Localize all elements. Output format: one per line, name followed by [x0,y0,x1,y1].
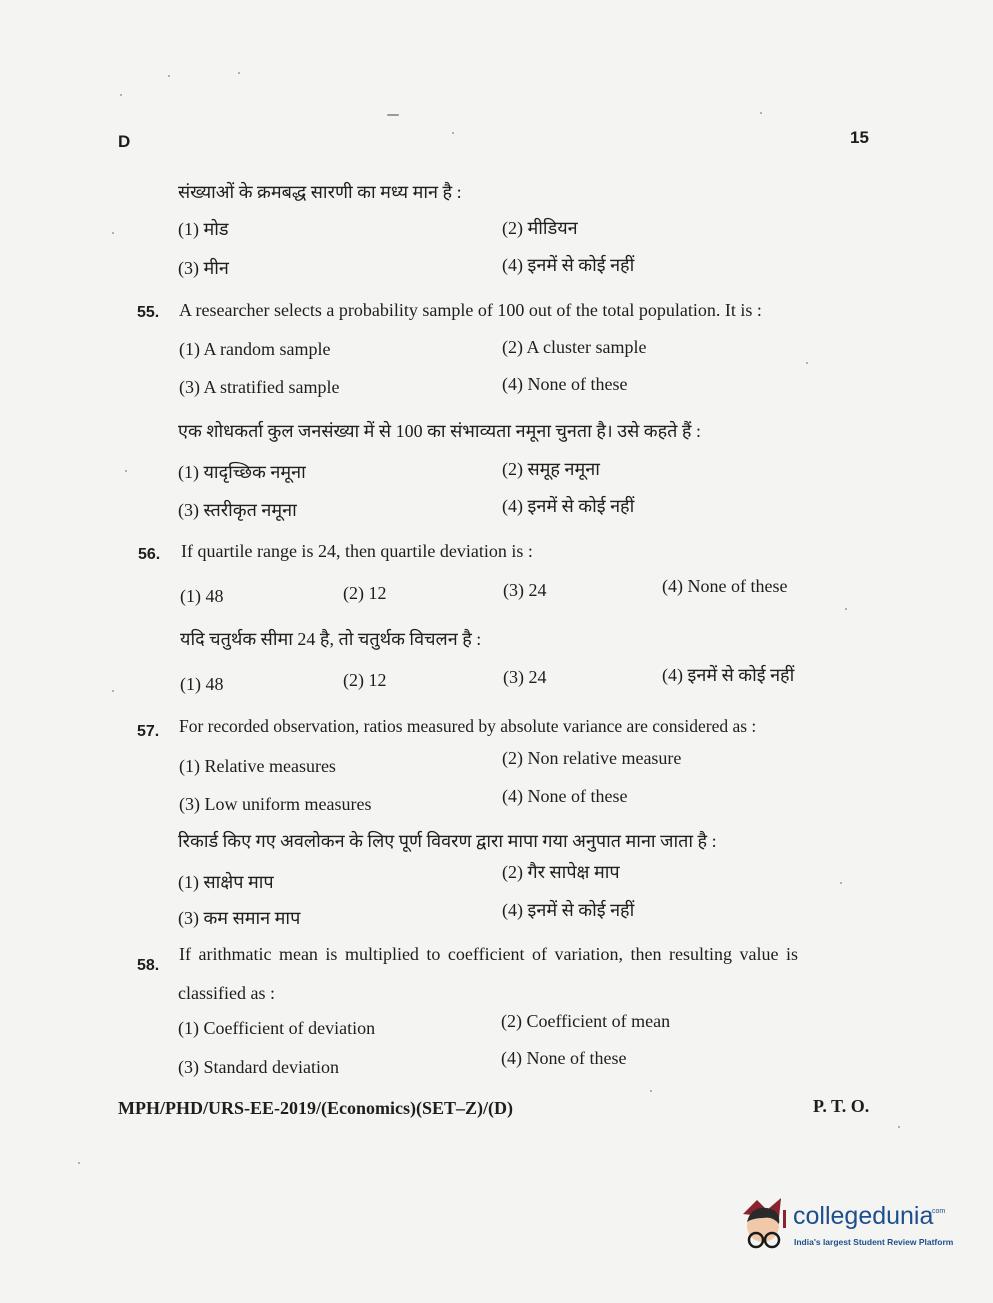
q57-english-option-3: (3) Low uniform measures [179,794,372,814]
q55-hindi-option-4: (4) इनमें से कोई नहीं [502,496,635,516]
scan-speck [650,1090,652,1092]
question-number-58: 58. [137,957,160,974]
scan-speck [898,1126,900,1128]
q57-hindi-option-3: (3) कम समान माप [178,908,301,928]
scan-speck [112,690,114,692]
q54-hindi-option-1: (1) मोड [178,219,229,239]
scan-speck [120,94,122,96]
q56-hindi-option-3: (3) 24 [503,667,547,687]
q58-english-question-line1: If arithmatic mean is multiplied to coefficient of variation, then resulting value is [179,944,798,964]
scan-speck [452,132,454,134]
scan-speck [845,608,847,610]
q58-english-question-line2: classified as : [178,983,275,1003]
q56-hindi-option-4: (4) इनमें से कोई नहीं [662,665,795,685]
q56-english-option-3: (3) 24 [503,580,547,600]
q58-english-option-4: (4) None of these [501,1048,627,1068]
q56-hindi-option-2: (2) 12 [343,670,387,690]
q55-hindi-option-1: (1) यादृच्छिक नमूना [178,462,306,482]
exam-code: MPH/PHD/URS-EE-2019/(Economics)(SET–Z)/(D) [118,1098,513,1118]
question-number-57: 57. [137,723,160,740]
q55-english-option-3: (3) A stratified sample [179,377,340,397]
q55-english-question: A researcher selects a probability sample of 100 out of the total population. It is : [179,300,762,320]
q55-english-option-2: (2) A cluster sample [502,337,647,357]
q57-hindi-option-1: (1) साक्षेप माप [178,872,274,892]
q55-hindi-question: एक शोधकर्ता कुल जनसंख्या में से 100 का संभाव्यता नमूना चुनता है। उसे कहते हैं : [178,421,701,441]
collegedunia-watermark [737,1196,967,1260]
scan-speck [168,75,170,77]
question-number-55: 55. [137,304,160,321]
mascot-icon [737,1196,793,1256]
scan-speck [78,1162,80,1164]
q57-english-option-4: (4) None of these [502,786,628,806]
q57-english-option-1: (1) Relative measures [179,756,336,776]
scan-speck [125,470,127,472]
page-number: 15 [850,128,869,147]
q56-hindi-question: यदि चतुर्थक सीमा 24 है, तो चतुर्थक विचलन है : [180,629,482,649]
q58-english-option-1: (1) Coefficient of deviation [178,1018,376,1038]
q57-hindi-option-2: (2) गैर सापेक्ष माप [502,862,620,882]
q58-english-option-2: (2) Coefficient of mean [501,1011,671,1031]
brand-tagline: India's largest Student Review Platform [794,1237,954,1247]
scan-speck [760,112,762,114]
scan-speck [806,362,808,364]
q55-english-option-1: (1) A random sample [179,339,331,359]
q56-english-question: If quartile range is 24, then quartile deviation is : [181,541,533,561]
q58-english-option-3: (3) Standard deviation [178,1057,339,1077]
q57-english-option-2: (2) Non relative measure [502,748,682,768]
scan-speck [387,114,399,116]
q54-hindi-option-3: (3) मीन [178,258,229,278]
q55-english-option-4: (4) None of these [502,374,628,394]
q56-hindi-option-1: (1) 48 [180,674,224,694]
scan-speck [238,72,240,74]
q54-hindi-question: संख्याओं के क्रमबद्ध सारणी का मध्य मान है : [178,182,462,202]
q54-hindi-option-2: (2) मीडियन [502,218,578,238]
q57-english-question: For recorded observation, ratios measured by absolute variance are considered as : [179,716,757,736]
q56-english-option-2: (2) 12 [343,583,387,603]
q57-hindi-question: रिकार्ड किए गए अवलोकन के लिए पूर्ण विवरण द्वारा मापा गया अनुपात माना जाता है : [178,831,717,851]
q56-english-option-4: (4) None of these [662,576,788,596]
brand-domain-suffix: .com [930,1208,946,1215]
scan-speck [112,232,114,234]
q55-hindi-option-3: (3) स्तरीकृत नमूना [178,500,297,520]
q57-hindi-option-4: (4) इनमें से कोई नहीं [502,900,635,920]
pto-label: P. T. O. [813,1096,870,1116]
q54-hindi-option-4: (4) इनमें से कोई नहीं [502,255,635,275]
scan-speck [840,882,842,884]
brand-name: collegedunia [793,1202,934,1230]
q56-english-option-1: (1) 48 [180,586,224,606]
set-letter: D [118,132,131,151]
question-number-56: 56. [138,546,161,563]
q55-hindi-option-2: (2) समूह नमूना [502,459,600,479]
